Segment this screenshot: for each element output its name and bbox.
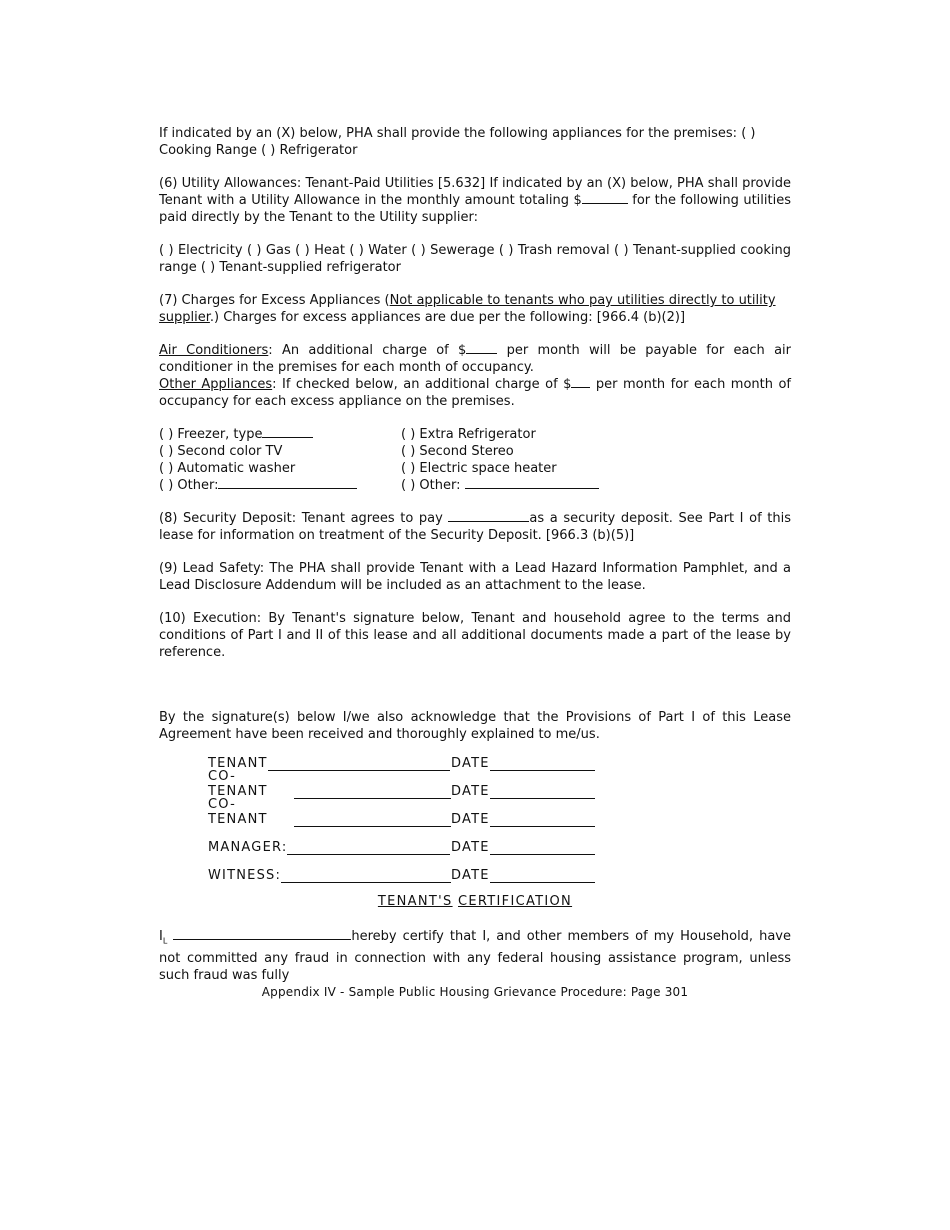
- signature-row-witness: [159, 855, 791, 883]
- appliance-checklist: [159, 426, 791, 494]
- freezer-label: ( ) Freezer, type: [159, 427, 263, 442]
- second-tv-item[interactable]: ( ) Second color TV: [159, 444, 283, 459]
- other-left-label: ( ) Other:: [159, 478, 219, 493]
- tenant-date-line[interactable]: [490, 757, 595, 771]
- air-conditioners-paragraph: [159, 342, 791, 376]
- other-text-b: per month for each month of occupancy for each excess appliance on the premises.: [159, 377, 791, 409]
- other-appliances-paragraph: [159, 376, 791, 410]
- freezer-item[interactable]: [159, 426, 401, 443]
- security-deposit-paragraph: [159, 510, 791, 544]
- certification-title: [159, 893, 791, 910]
- space-heater-item[interactable]: ( ) Electric space heater: [401, 461, 557, 476]
- acknowledge-paragraph: By the signature(s) below I/we also acknowledge that the Provisions of Part I of this Lease Agreement have been received and thoroughly explained to me/us.: [159, 710, 791, 742]
- cotenant-2-signature-line[interactable]: [294, 813, 451, 827]
- manager-signature-line[interactable]: [287, 841, 450, 855]
- cert-title-b: CERTIFICATION: [458, 894, 573, 909]
- ac-label: Air Conditioners: [159, 343, 269, 358]
- other-amount-blank[interactable]: [571, 376, 590, 388]
- cotenant-2-date-line[interactable]: [490, 813, 595, 827]
- other-left-item[interactable]: [159, 477, 401, 494]
- cotenant-2-date-label: DATE: [451, 812, 490, 827]
- ac-text-b: per month will be payable for each air conditioner in the premises for each month of occupancy.: [159, 343, 792, 375]
- security-amount-blank[interactable]: [448, 510, 529, 522]
- cotenant-1-date-line[interactable]: [490, 785, 595, 799]
- cotenant-1-label: CO-TENANT: [208, 769, 268, 799]
- witness-date-line[interactable]: [490, 869, 595, 883]
- signature-row-manager: [159, 827, 791, 855]
- other-right-label: ( ) Other:: [401, 478, 465, 493]
- cert-sub: L: [162, 936, 168, 946]
- signature-row-cotenant-1: [159, 771, 791, 799]
- manager-date-label: DATE: [451, 840, 490, 855]
- execution-paragraph: (10) Execution: By Tenant's signature below, Tenant and household agree to the terms and conditions of Part I and II of this lease and all additional documents made a part of the lease by reference.: [159, 611, 791, 660]
- witness-date-label: DATE: [451, 868, 490, 883]
- manager-date-line[interactable]: [490, 841, 595, 855]
- tenant-label: TENANT: [208, 756, 268, 771]
- excess-suffix: .) Charges for excess appliances are due per the following: [966.4 (b)(2)]: [209, 310, 686, 325]
- other-right-item[interactable]: [401, 477, 701, 494]
- page-footer: Appendix IV - Sample Public Housing Grievance Procedure: Page 301: [261, 985, 689, 999]
- cotenant-2-label: CO-TENANT: [208, 797, 268, 827]
- cert-i: I: [159, 929, 163, 944]
- witness-signature-line[interactable]: [281, 869, 451, 883]
- appliances-intro: If indicated by an (X) below, PHA shall provide the following appliances for the premises: ( ) Cooking Range ( ) Refrigerator: [159, 126, 756, 158]
- utility-tail: for the following utilities paid directly by the Tenant to the Utility supplier:: [159, 193, 791, 225]
- excess-appliances-heading: [159, 292, 791, 326]
- certification-paragraph: [159, 928, 791, 984]
- signature-row-tenant: [159, 743, 791, 771]
- other-right-blank[interactable]: [465, 477, 599, 489]
- signature-row-cotenant-2: [159, 799, 791, 827]
- lease-page: [159, 125, 791, 984]
- cert-title-a: TENANT'S: [377, 894, 453, 909]
- utility-list: ( ) Electricity ( ) Gas ( ) Heat ( ) Water ( ) Sewerage ( ) Trash removal ( ) Tenant-supplied cooking range ( ) Tenant-supplied refrigerator: [159, 243, 791, 275]
- excess-not-applicable: Not applicable to tenants who pay utilities directly to utility supplier: [159, 293, 776, 325]
- other-appliances-label: Other Appliances: [159, 377, 273, 392]
- utility-heading: (6) Utility Allowances: Tenant-Paid Utilities [5.632] If indicated by an (X) below, PHA shall provide Tenant with a Utility Allowance in the monthly amount totaling $: [159, 176, 791, 208]
- tenant-date-label: DATE: [451, 756, 490, 771]
- signature-block: [159, 743, 791, 883]
- other-left-blank[interactable]: [218, 477, 357, 489]
- excess-prefix: (7) Charges for Excess Appliances (: [159, 293, 390, 308]
- security-text-a: (8) Security Deposit: Tenant agrees to pay: [159, 511, 449, 526]
- second-stereo-item[interactable]: ( ) Second Stereo: [401, 444, 514, 459]
- cert-name-blank[interactable]: [173, 928, 351, 940]
- freezer-type-blank[interactable]: [262, 426, 313, 438]
- ac-amount-blank[interactable]: [466, 342, 497, 354]
- extra-refrigerator-item[interactable]: ( ) Extra Refrigerator: [401, 427, 536, 442]
- utility-allowance-paragraph: [159, 175, 791, 226]
- manager-label: MANAGER:: [208, 840, 288, 855]
- cotenant-1-date-label: DATE: [451, 784, 490, 799]
- ac-text-a: : An additional charge of $: [268, 343, 467, 358]
- other-text-a: : If checked below, an additional charge of $: [272, 377, 572, 392]
- automatic-washer-item[interactable]: ( ) Automatic washer: [159, 461, 296, 476]
- security-text-b: as a security deposit. See Part I of this lease for information on treatment of the Security Deposit. [966.3 (b)(5)]: [159, 511, 791, 543]
- lead-safety-paragraph: (9) Lead Safety: The PHA shall provide Tenant with a Lead Hazard Information Pamphlet, and a Lead Disclosure Addendum will be included as an attachment to the lease.: [159, 561, 791, 593]
- cert-text: hereby certify that I, and other members of my Household, have not committed any fraud in connection with any federal housing assistance program, unless such fraud was fully: [159, 929, 791, 983]
- witness-label: WITNESS:: [208, 868, 282, 883]
- utility-amount-blank[interactable]: [582, 192, 628, 204]
